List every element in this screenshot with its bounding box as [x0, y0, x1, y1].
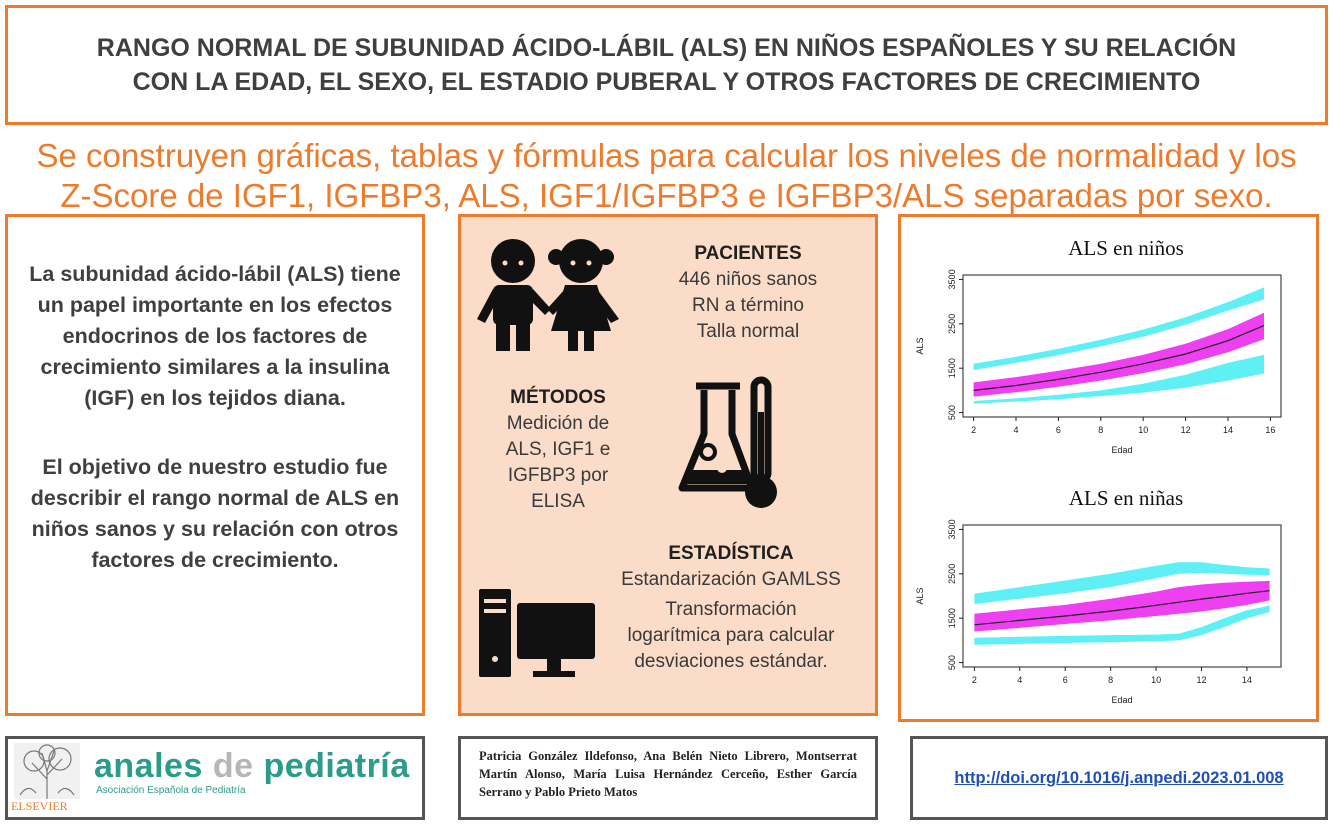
chart-als-ninos — [901, 217, 1316, 467]
doi-box — [910, 736, 1328, 820]
authors-list: Patricia González Ildefonso, Ana Belén Nieto Librero, Montserrat Martín Alonso, María Luisa Hernández Cerceño, Esther García Serrano y Pablo Prieto Matos — [479, 749, 857, 799]
methods-panel — [458, 214, 878, 716]
y-tick-label: 2500 — [947, 313, 957, 334]
publisher-name: ELSEVIER — [11, 799, 68, 813]
doi-link[interactable]: http://doi.org/10.1016/j.anpedi.2023.01.008 — [954, 768, 1284, 787]
pacientes-heading: PACIENTES — [694, 243, 802, 264]
x-tick-label: 4 — [1013, 425, 1019, 435]
metodos-line: ALS, IGF1 e — [505, 439, 611, 460]
x-tick-label: 2 — [971, 425, 977, 435]
metodos-block — [483, 385, 633, 515]
x-tick-label: 2 — [971, 675, 977, 685]
pacientes-line: RN a término — [692, 295, 804, 316]
estadistica-block — [596, 541, 866, 675]
subtitle: Se construyen gráficas, tablas y fórmulas para calcular los niveles de normalidad y los Z-Score de IGF1, IGFBP3, ALS, IGF1/IGFBP3 e IGFBP3/ALS separadas por sexo. — [36, 137, 1297, 214]
background-panel — [5, 214, 425, 716]
y-tick-label: 3500 — [947, 519, 957, 540]
y-tick-label: 1500 — [947, 608, 957, 629]
metodos-heading: MÉTODOS — [510, 387, 606, 408]
metodos-line: ELISA — [531, 491, 585, 512]
y-tick-label: 1500 — [947, 358, 957, 379]
x-axis-label: Edad — [1111, 445, 1133, 455]
x-tick-label: 14 — [1222, 425, 1234, 435]
upper-outer-band — [974, 287, 1264, 370]
inner-band — [974, 313, 1264, 397]
chart-title: ALS en niños — [1068, 236, 1184, 260]
elsevier-tree-logo — [14, 743, 80, 799]
journal-name-part: de — [212, 747, 254, 785]
association-name: Asociación Española de Pediatría — [96, 785, 246, 796]
chart-als-ninas — [901, 467, 1316, 717]
x-tick-label: 6 — [1062, 675, 1068, 685]
x-tick-label: 14 — [1241, 675, 1252, 685]
metodos-line: Medición de — [506, 413, 610, 434]
y-axis-label: ALS — [915, 337, 925, 355]
x-tick-label: 4 — [1017, 675, 1023, 685]
chart-title: ALS en niñas — [1068, 486, 1184, 510]
y-tick-label: 2500 — [947, 563, 957, 584]
estadistica-line: desviaciones estándar. — [634, 651, 828, 672]
charts-panel — [898, 214, 1319, 722]
estadistica-line: Transformación — [665, 599, 797, 620]
y-tick-label: 500 — [947, 405, 957, 421]
x-tick-label: 16 — [1265, 425, 1276, 435]
metodos-line: IGFBP3 por — [507, 465, 609, 486]
estadistica-heading: ESTADÍSTICA — [668, 543, 794, 564]
journal-logo-box — [5, 736, 425, 820]
y-axis-label: ALS — [915, 587, 925, 605]
pacientes-block — [653, 241, 843, 345]
x-tick-label: 10 — [1151, 675, 1162, 685]
x-tick-label: 6 — [1055, 425, 1061, 435]
x-tick-label: 12 — [1196, 675, 1207, 685]
pacientes-line: Talla normal — [696, 321, 800, 342]
pacientes-line: 446 niños sanos — [678, 269, 818, 290]
x-tick-label: 10 — [1138, 425, 1149, 435]
y-tick-label: 500 — [947, 655, 957, 671]
x-tick-label: 8 — [1098, 425, 1104, 435]
objective-paragraph: El objetivo de nuestro estudio fue describir el rango normal de ALS en niños sanos y su relación con otros factores de crecimiento. — [30, 455, 400, 572]
x-tick-label: 12 — [1180, 425, 1191, 435]
journal-name — [94, 747, 410, 786]
background-paragraph: La subunidad ácido-lábil (ALS) tiene un papel importante en los efectos endocrinos de los factores de crecimiento similares a la insulina (IGF) en los tejidos diana. — [29, 262, 401, 410]
x-axis-label: Edad — [1111, 695, 1133, 705]
authors-box — [458, 736, 878, 820]
estadistica-line: logarítmica para calcular — [627, 625, 835, 646]
x-tick-label: 8 — [1108, 675, 1114, 685]
page-title: RANGO NORMAL DE SUBUNIDAD ÁCIDO-LÁBIL (ALS) EN NIÑOS ESPAÑOLES Y SU RELACIÓN CON LA EDAD, EL SEXO, EL ESTADIO PUBERAL Y OTROS FACTORES DE CRECIMIENTO — [96, 34, 1237, 96]
title-box — [5, 5, 1328, 125]
journal-name-part: anales — [94, 747, 213, 785]
children-icon — [473, 235, 623, 355]
journal-name-part: pediatría — [253, 747, 410, 785]
computer-icon — [477, 587, 599, 682]
estadistica-line: Estandarización GAMLSS — [621, 569, 841, 590]
lab-flask-thermometer-icon — [676, 372, 786, 517]
y-tick-label: 3500 — [947, 269, 957, 290]
